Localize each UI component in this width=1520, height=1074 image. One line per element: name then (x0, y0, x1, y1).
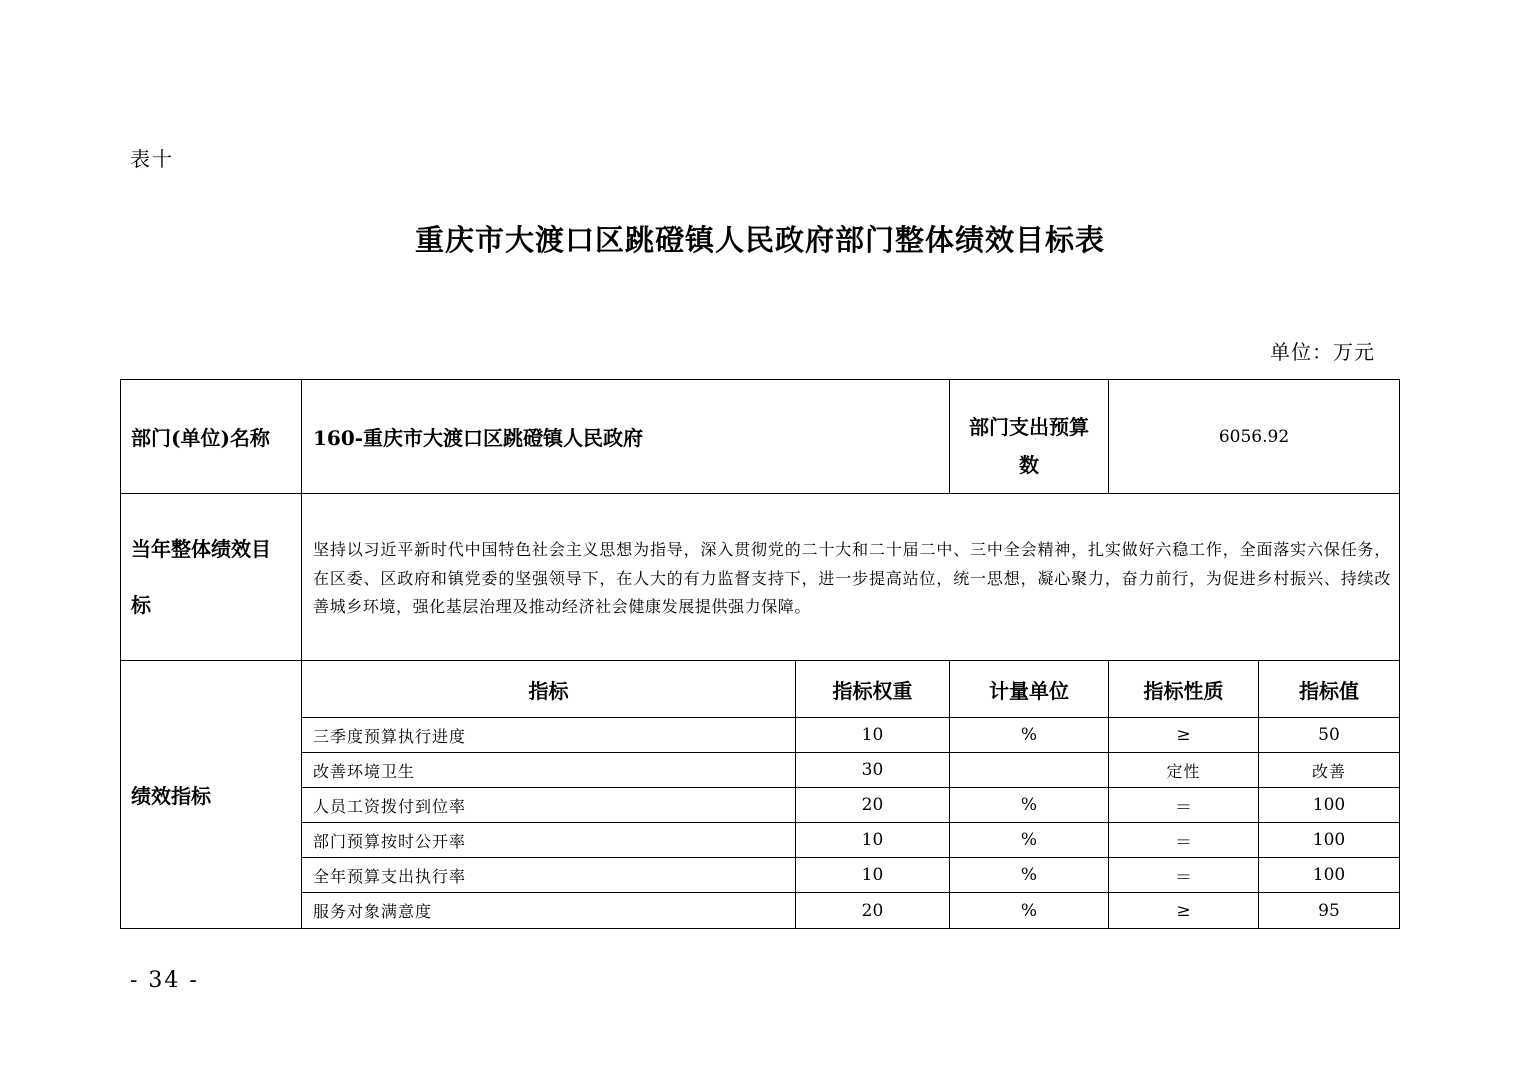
goal-text: 坚持以习近平新时代中国特色社会主义思想为指导，深入贯彻党的二十大和二十届二中、三中全会精神，扎实做好六稳工作，全面落实六保任务，在区委、区政府和镇党委的坚强领导下，在人大的有力监督支持下，进一步提高站位，统一思想，凝心聚力，奋力前行，为促进乡村振兴、持续改善城乡环境，强化基层治理及推动经济社会健康发展提供强力保障。 (313, 540, 1391, 616)
header-value: 指标值 (1299, 678, 1359, 703)
indicator-nature: ＝ (1175, 867, 1192, 888)
indicator-unit: % (1020, 725, 1038, 745)
indicator-name: 改善环境卫生 (313, 761, 416, 781)
indicator-nature: 定性 (1166, 761, 1201, 781)
indicator-value: 100 (1312, 865, 1346, 885)
indicator-nature: ＝ (1175, 832, 1192, 853)
indicator-unit: % (1020, 830, 1038, 850)
indicator-value: 50 (1318, 725, 1340, 745)
header-nature: 指标性质 (1143, 678, 1224, 703)
document-title: 重庆市大渡口区跳磴镇人民政府部门整体绩效目标表 (414, 223, 1105, 257)
indicator-weight: 10 (861, 725, 884, 745)
indicator-name: 服务对象满意度 (313, 902, 433, 921)
indicator-weight: 10 (861, 865, 884, 885)
header-weight: 指标权重 (832, 678, 913, 703)
indicator-weight: 30 (861, 760, 884, 780)
goal-label-line2: 标 (131, 593, 151, 617)
indicator-value: 100 (1312, 830, 1346, 850)
dept-name-value: 160-重庆市大渡口区跳磴镇人民政府 (313, 426, 644, 450)
unit-label: 单位：万元 (1270, 340, 1375, 364)
indicator-weight: 20 (861, 900, 884, 921)
indicator-unit: % (1020, 795, 1038, 815)
dept-budget-value: 6056.92 (1218, 426, 1290, 447)
indicator-value: 改善 (1311, 761, 1346, 781)
dept-name-label: 部门(单位)名称 (131, 426, 270, 450)
goal-label (121, 494, 301, 660)
header-indicator: 指标 (528, 678, 569, 703)
goal-label-line1: 当年整体绩效目 (131, 537, 271, 561)
indicator-weight: 20 (861, 795, 884, 815)
dept-budget-label-line2: 数 (1019, 452, 1039, 477)
indicator-weight: 10 (861, 830, 884, 850)
indicator-nature: ≥ (1176, 900, 1191, 921)
indicator-unit: % (1020, 865, 1038, 885)
dept-budget-label (950, 380, 1108, 493)
indicator-name: 全年预算支出执行率 (313, 866, 467, 886)
indicator-nature: ＝ (1175, 797, 1192, 818)
indicator-name: 部门预算按时公开率 (313, 831, 467, 851)
header-unit: 计量单位 (989, 678, 1069, 703)
indicator-unit (950, 753, 1108, 787)
indicator-value: 95 (1318, 900, 1340, 921)
dept-budget-label-line1: 部门支出预算 (969, 414, 1089, 439)
indicators-section-label: 绩效指标 (131, 784, 211, 808)
page-number: - 34 - (130, 968, 199, 993)
indicator-value: 100 (1312, 795, 1346, 815)
indicator-name: 三季度预算执行进度 (313, 726, 467, 746)
indicator-name: 人员工资拨付到位率 (313, 796, 467, 816)
indicator-nature: ≥ (1176, 725, 1191, 745)
indicator-unit: % (1020, 900, 1038, 921)
table-number-label: 表十 (130, 147, 174, 171)
